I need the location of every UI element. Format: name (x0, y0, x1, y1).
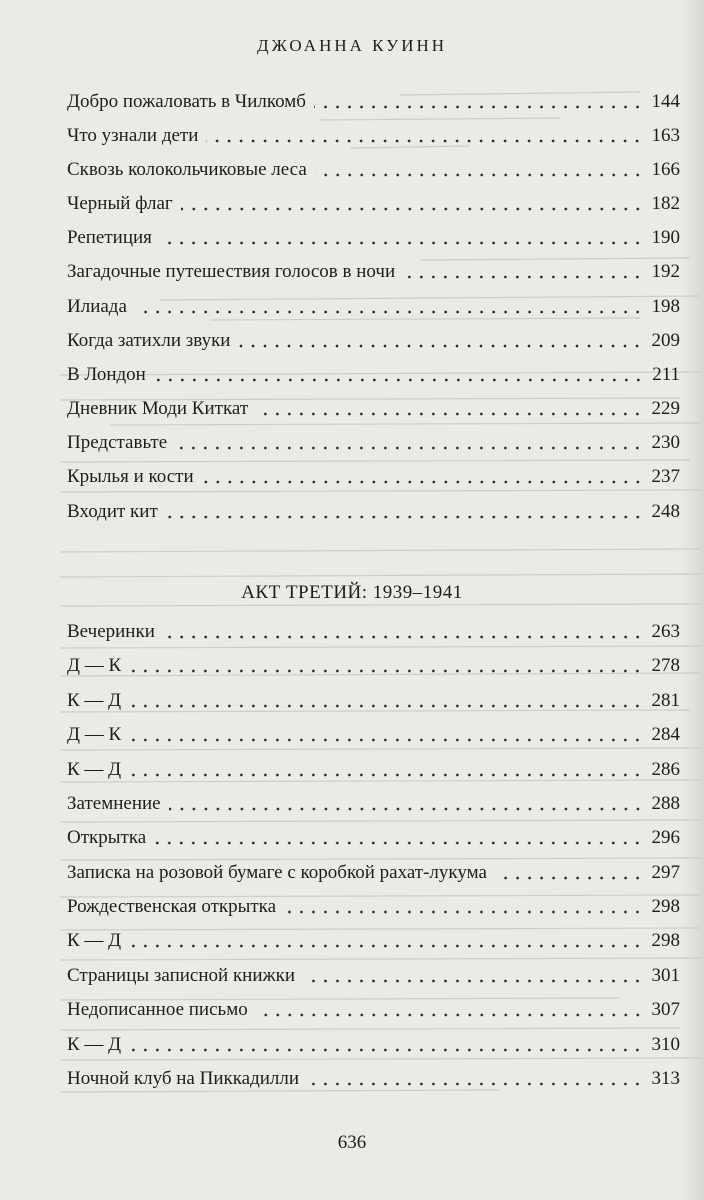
toc-entry-page: 284 (651, 724, 680, 745)
toc-entry[interactable] (67, 683, 680, 713)
toc-entry-title: Репетиция (67, 227, 152, 248)
dot-leader (238, 344, 643, 348)
toc-entry-title: Черный флаг (67, 193, 173, 214)
dot-leader (307, 1082, 643, 1086)
toc-entry-page: 211 (652, 364, 680, 385)
toc-entry-page: 310 (651, 1034, 680, 1055)
toc-entry-page: 192 (651, 261, 680, 282)
toc-entry-page: 281 (651, 690, 680, 711)
running-head: ДЖОАННА КУИНН (256, 36, 448, 55)
toc-entry-title: Рождественская открытка (67, 896, 277, 917)
toc-entry-title: К — Д (67, 1034, 122, 1055)
toc-entry-title: Страницы записной книжки (67, 965, 296, 986)
toc-entry[interactable] (67, 323, 680, 353)
page-number: 636 (337, 1132, 367, 1153)
toc-entry-title: К — Д (67, 759, 122, 780)
toc-entry[interactable] (67, 289, 680, 319)
toc-entry-title: Входит кит (67, 501, 158, 522)
toc-entry[interactable] (67, 889, 680, 919)
toc-entry-title: В Лондон (67, 364, 146, 385)
dot-leader (403, 275, 643, 279)
toc-entry-title: Записка на розовой бумаге с коробкой рахат-лукума (67, 862, 487, 883)
toc-entry-page: 237 (651, 466, 680, 487)
dot-leader (181, 207, 644, 211)
toc-entry-title: Сквозь колокольчиковые леса (67, 159, 307, 180)
toc-entry[interactable] (67, 820, 680, 850)
dot-leader (135, 310, 644, 314)
toc-entry-title: К — Д (67, 690, 122, 711)
toc-entry-page: 298 (651, 930, 680, 951)
toc-entry-title: Добро пожаловать в Чилкомб (67, 91, 306, 112)
toc-entry-page: 298 (651, 896, 680, 917)
toc-entry-page: 209 (651, 330, 680, 351)
toc-entry-title: Крылья и кости (67, 466, 194, 487)
toc-entry-title: Что узнали дети (67, 125, 199, 146)
dot-leader (166, 515, 644, 519)
toc-entry-title: К — Д (67, 930, 122, 951)
dot-leader (314, 105, 644, 109)
toc-entry-page: 190 (651, 227, 680, 248)
toc-entry-title: Недописанное письмо (67, 999, 248, 1020)
dot-leader (284, 910, 643, 914)
dot-leader (129, 669, 643, 673)
toc-entry-page: 230 (651, 432, 680, 453)
toc-entry-page: 307 (651, 999, 680, 1020)
toc-entry-page: 263 (651, 621, 680, 642)
toc-entry[interactable] (67, 186, 680, 216)
toc-entry-title: Когда затихли звуки (67, 330, 231, 351)
toc-entry-title: Ночной клуб на Пиккадилли (67, 1068, 300, 1089)
toc-entry[interactable] (67, 357, 680, 387)
dot-leader (129, 944, 643, 948)
dot-leader (315, 173, 644, 177)
dot-leader (154, 378, 644, 382)
toc-entry[interactable] (67, 459, 680, 489)
toc-entry-page: 229 (651, 398, 680, 419)
toc-entry[interactable] (67, 958, 680, 988)
toc-entry[interactable] (67, 220, 680, 250)
toc-entry-page: 301 (651, 965, 680, 986)
toc-entry[interactable] (67, 614, 680, 644)
toc-entry-title: Д — К (67, 655, 122, 676)
dot-leader (303, 979, 643, 983)
toc-entry-title: Открытка (67, 827, 147, 848)
dot-leader (495, 876, 644, 880)
toc-entry-title: Д — К (67, 724, 122, 745)
dot-leader (129, 704, 643, 708)
dot-leader (206, 139, 643, 143)
toc-entry-title: Дневник Моди Киткат (67, 398, 249, 419)
toc-entry-page: 297 (651, 862, 680, 883)
dot-leader (163, 635, 644, 639)
dot-leader (256, 1013, 644, 1017)
toc-entry[interactable] (67, 391, 680, 421)
toc-entry-title: Илиада (67, 296, 127, 317)
dot-leader (160, 241, 644, 245)
dot-leader (154, 841, 643, 845)
toc-entry-page: 296 (651, 827, 680, 848)
toc-entry[interactable] (67, 84, 680, 114)
dot-leader (169, 807, 644, 811)
toc-entry[interactable] (67, 752, 680, 782)
dot-leader (202, 480, 644, 484)
toc-entry-page: 163 (651, 125, 680, 146)
dot-leader (129, 1048, 643, 1052)
toc-entry-page: 248 (651, 501, 680, 522)
toc-entry-title: Вечеринки (67, 621, 155, 642)
toc-entry-title: Представьте (67, 432, 168, 453)
dot-leader (175, 446, 643, 450)
toc-entry-page: 288 (651, 793, 680, 814)
toc-entry[interactable] (67, 992, 680, 1022)
section-heading: АКТ ТРЕТИЙ: 1939–1941 (241, 582, 463, 603)
toc-entry-title: Загадочные путешествия голосов в ночи (67, 261, 396, 282)
toc-entry[interactable] (67, 923, 680, 953)
toc-entry-page: 278 (651, 655, 680, 676)
toc-entry-page: 144 (651, 91, 680, 112)
toc-entry-page: 182 (651, 193, 680, 214)
toc-entry[interactable] (67, 1061, 680, 1091)
toc-entry[interactable] (67, 1027, 680, 1057)
toc-entry[interactable] (67, 152, 680, 182)
toc-entry[interactable] (67, 118, 680, 148)
toc-entry-page: 198 (651, 296, 680, 317)
toc-entry[interactable] (67, 425, 680, 455)
toc-entry-title: Затемнение (67, 793, 161, 814)
toc-entry[interactable] (67, 717, 680, 747)
dot-leader (129, 773, 643, 777)
toc-entry-page: 286 (651, 759, 680, 780)
toc-entry[interactable] (67, 855, 680, 885)
dot-leader (129, 738, 643, 742)
toc-entry[interactable] (67, 254, 680, 284)
dot-leader (256, 412, 643, 416)
toc-entry[interactable] (67, 494, 680, 524)
toc-entry[interactable] (67, 786, 680, 816)
toc-entry[interactable] (67, 648, 680, 678)
toc-entry-page: 166 (651, 159, 680, 180)
toc-entry-page: 313 (651, 1068, 680, 1089)
